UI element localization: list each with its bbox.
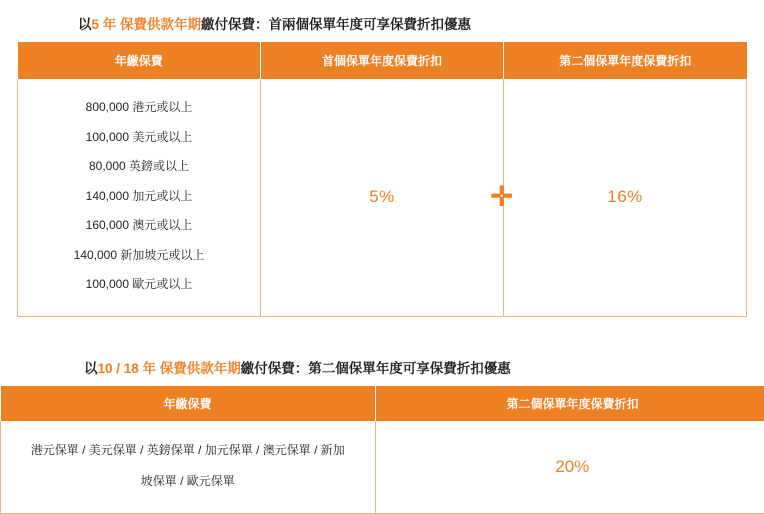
second-year-discount-value: 20%: [555, 457, 589, 476]
table-row: [18, 79, 747, 316]
plus-icon: ✛: [490, 184, 513, 211]
section-2-title-accent: 10 / 18 年 保費供款年期: [98, 361, 241, 376]
premium-line: 100,000 美元或以上: [18, 123, 260, 153]
second-year-discount-value: 16%: [607, 187, 643, 206]
column-header-annual-premium: 年繳保費: [18, 42, 261, 79]
premium-line: 港元保單 / 美元保單 / 英鎊保單 / 加元保單 / 澳元保單 / 新加: [17, 435, 359, 466]
second-year-discount-cell: [504, 79, 747, 316]
section-1-title-accent: 5 年 保費供款年期: [92, 17, 202, 32]
premium-line: 坡保單 / 歐元保單: [17, 466, 359, 497]
premium-line: 800,000 港元或以上: [18, 93, 260, 123]
section-1-title: [78, 13, 471, 33]
table-header-row: [18, 42, 747, 79]
premium-discount-table-5yr: [17, 42, 747, 317]
premium-discount-table-10-18yr: [0, 386, 764, 514]
column-header-second-year-discount: 第二個保單年度保費折扣: [375, 386, 764, 421]
first-year-discount-cell: [261, 79, 504, 316]
section-1-title-prefix: 以: [78, 17, 92, 32]
section-2-title: [84, 357, 511, 377]
section-1-title-suffix: 繳付保費：首兩個保單年度可享保費折扣優惠: [201, 17, 471, 32]
column-header-first-year-discount: 首個保單年度保費折扣: [261, 42, 504, 79]
column-header-second-year-discount: 第二個保單年度保費折扣: [504, 42, 747, 79]
table-header-row: [1, 386, 764, 421]
annual-premium-cell: [1, 421, 376, 514]
first-year-discount-value: 5%: [369, 187, 395, 206]
section-2-title-prefix: 以: [84, 361, 98, 376]
second-year-discount-cell: [375, 421, 764, 514]
column-header-annual-premium: 年繳保費: [1, 386, 376, 421]
premium-line: 140,000 新加坡元或以上: [18, 241, 260, 271]
premium-line: 160,000 澳元或以上: [18, 211, 260, 241]
annual-premium-cell: [18, 79, 261, 316]
premium-line: 80,000 英鎊或以上: [18, 152, 260, 182]
premium-line: 100,000 歐元或以上: [18, 270, 260, 300]
premium-line: 140,000 加元或以上: [18, 182, 260, 212]
section-2-title-suffix: 繳付保費：第二個保單年度可享保費折扣優惠: [241, 361, 511, 376]
table-row: [1, 421, 764, 514]
